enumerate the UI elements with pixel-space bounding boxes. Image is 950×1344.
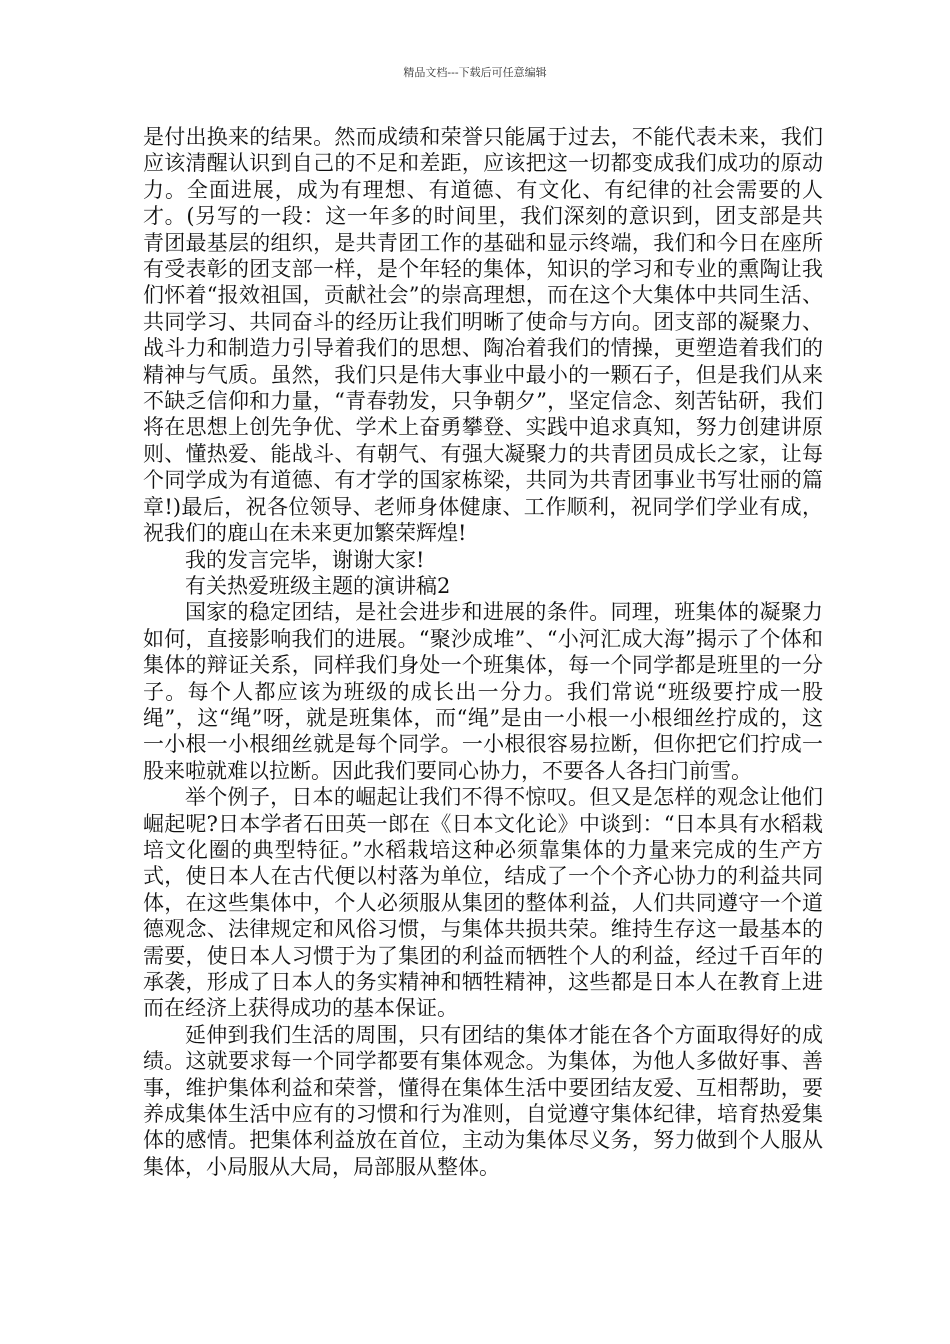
section-title: 有关热爱班级主题的演讲稿2 [185,573,451,598]
page-header: 精品文档---下载后可任意编辑 [403,66,547,79]
paragraph-national-unity: 国家的稳定团结，是社会进步和进展的条件。同理，班集体的凝聚力如何，直接影响我们的进展。“聚沙成堆”、“小河汇成大海”揭示了个体和集体的辩证关系，同样我们身处一个班集体，每一个同学都是班里的一分子。每个人都应该为班级的成长出一分力。我们常说“班级要拧成一股绳”，这“绳”呀，就是班集体，而“绳”是由一小根一小根细丝拧成的，这一小根一小根细丝就是每个同学。一小根很容易拉断，但你把它们拧成一股来啦就难以拉断。因此我们要同心协力，不要各人各扫门前雪。 [143,600,823,783]
paragraph-continuation: 是付出换来的结果。然而成绩和荣誉只能属于过去，不能代表未来，我们应该清醒认识到自己的不足和差距，应该把这一切都变成我们成功的原动力。全面进展，成为有理想、有道德、有文化、有纪律的社会需要的人才。(另写的一段：这一年多的时间里，我们深刻的意识到，团支部是共青团最基层的组织，是共青团工作的基础和显示终端，我们和今日在座所有受表彰的团支部一样，是个年轻的集体，知识的学习和专业的熏陶让我们怀着“报效祖国，贡献社会”的崇高理想，而在这个大集体中共同生活、共同学习、共同奋斗的经历让我们明晰了使命与方向。团支部的凝聚力、战斗力和制造力引导着我们的思想、陶冶着我们的情操，更塑造着我们的精神与气质。虽然，我们只是伟大事业中最小的一颗石子，但是我们从来不缺乏信仰和力量，“青春勃发，只争朝夕”，坚定信念、刻苦钻研，我们将在思想上创先争优、学术上奋勇攀登、实践中追求真知，努力创建讲原则、懂热爱、能战斗、有朝气、有强大凝聚力的共青团员成长之家，让每个同学成为有道德、有才学的国家栋梁，共同为共青团事业书写壮丽的篇章!)最后，祝各位领导、老师身体健康、工作顺利，祝同学们学业有成，祝我们的鹿山在未来更加繁荣辉煌! [143,125,823,546]
paragraph-japan-example: 举个例子，日本的崛起让我们不得不惊叹。但又是怎样的观念让他们崛起呢?日本学者石田英一郎在《日本文化论》中谈到：“日本具有水稻栽培文化圈的典型特征。”水稻栽培这种必须靠集体的力量来完成的生产方式，使日本人在古代便以村落为单位，结成了一个个齐心协力的利益共同体，在这些集体中，个人必须服从集团的整体利益，人们共同遵守一个道德观念、法律规定和风俗习惯，与集体共损共荣。维持生存这一最基本的需要，使日本人习惯于为了集团的利益而牺牲个人的利益，经过千百年的承袭，形成了日本人的务实精神和牺牲精神，这些都是日本人在教育上进而在经济上获得成功的基本保证。 [143,785,823,1021]
paragraph-collective-spirit: 延伸到我们生活的周围，只有团结的集体才能在各个方面取得好的成绩。这就要求每一个同学都要有集体观念。为集体，为他人多做好事、善事，维护集体利益和荣誉，懂得在集体生活中要团结友爱、互相帮助，要养成集体生活中应有的习惯和行为准则，自觉遵守集体纪律，培育热爱集体的感情。把集体利益放在首位，主动为集体尽义务，努力做到个人服从集体，小局服从大局，局部服从整体。 [143,1022,823,1179]
document-body [143,124,823,1180]
paragraph-closing-remark: 我的发言完毕，谢谢大家! [185,547,425,572]
